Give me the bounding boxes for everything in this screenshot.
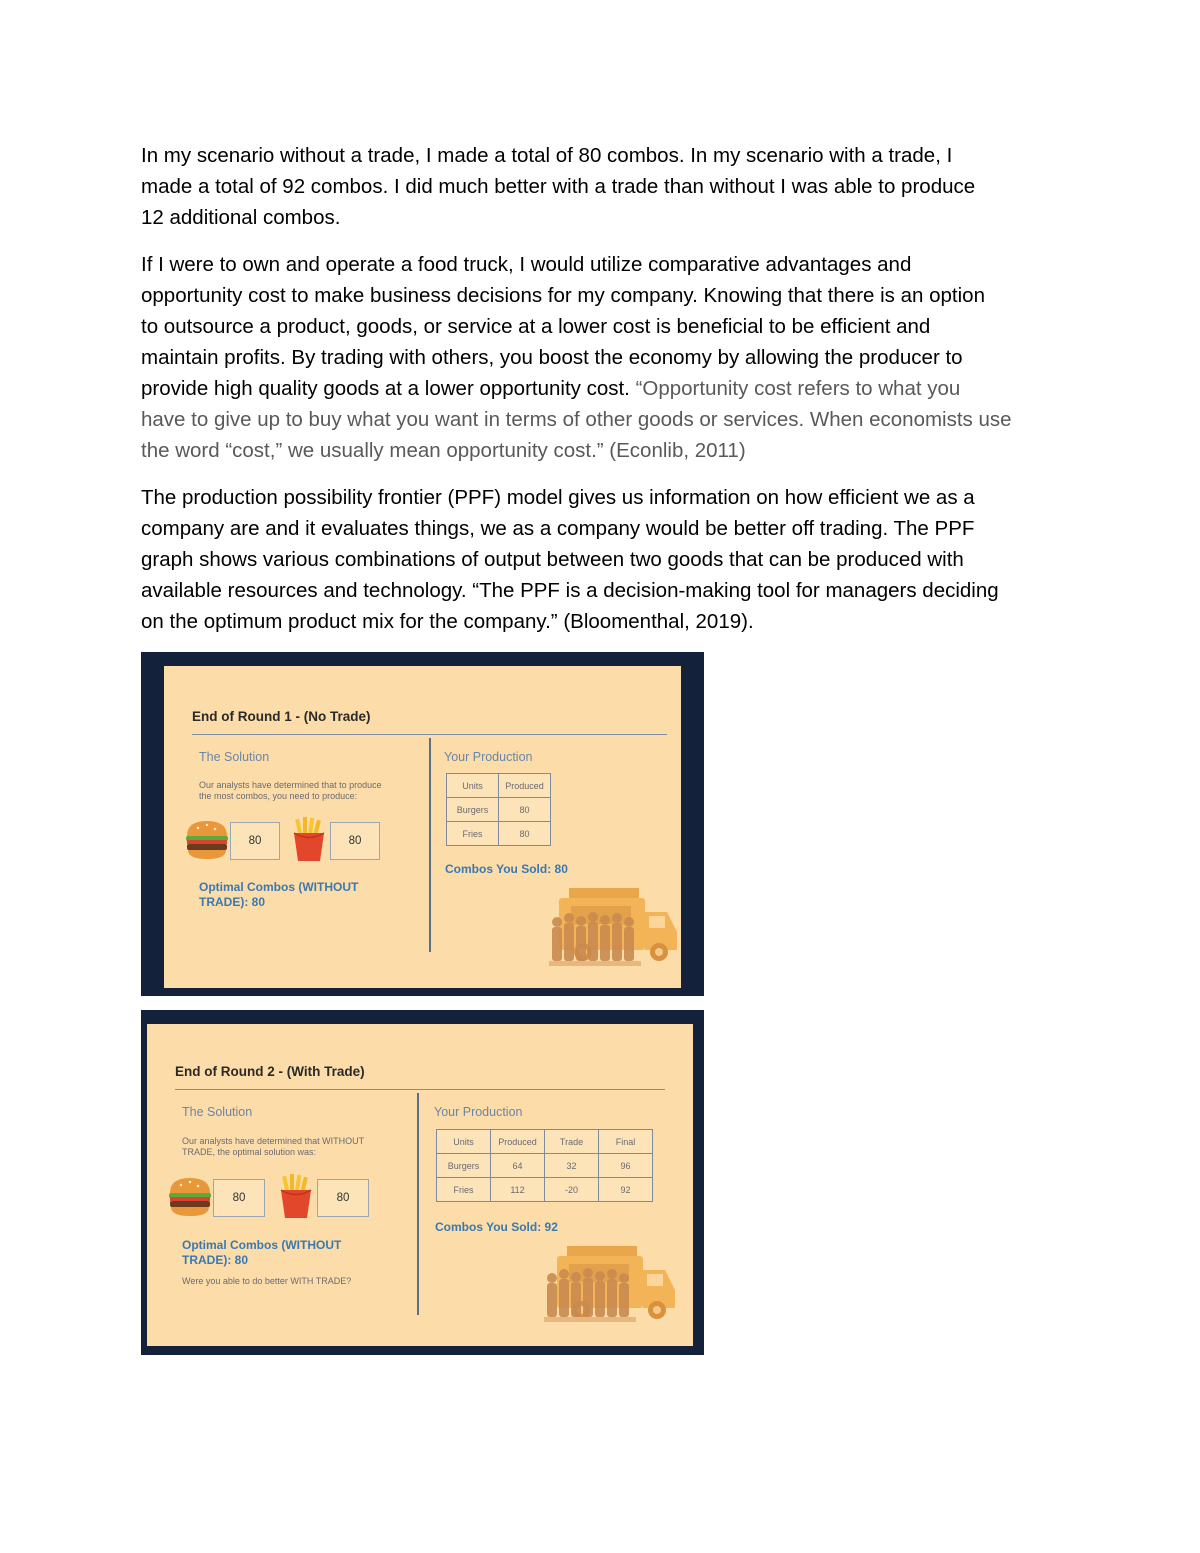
table-row — [447, 798, 551, 822]
divider — [192, 734, 667, 735]
table-row — [437, 1154, 653, 1178]
text-line: The production possibility frontier (PPF) model gives us information on how efficient we as a — [141, 486, 975, 509]
burger-value: 80 — [230, 822, 280, 860]
table-header: Produced — [499, 774, 551, 798]
text-line: Optimal Combos (WITHOUT — [199, 880, 359, 894]
citation: (Econlib, 2011) — [603, 439, 746, 462]
combos-sold: Combos You Sold: 92 — [435, 1220, 558, 1234]
table-header: Produced — [491, 1130, 545, 1154]
round2-title: End of Round 2 - (With Trade) — [175, 1064, 365, 1079]
table-header: Units — [437, 1130, 491, 1154]
table-row — [447, 822, 551, 846]
table-cell: -20 — [545, 1178, 599, 1202]
round1-screenshot — [141, 652, 704, 996]
table-header: Final — [599, 1130, 653, 1154]
text-line: Our analysts have determined that WITHOUT — [182, 1136, 365, 1146]
fries-value: 80 — [330, 822, 380, 860]
text-line: TRADE): 80 — [199, 895, 266, 909]
solution-heading: The Solution — [182, 1105, 253, 1119]
table-cell: 112 — [491, 1178, 545, 1202]
table-cell: Burgers — [437, 1154, 491, 1178]
table-cell: Fries — [437, 1178, 491, 1202]
trade-question: Were you able to do better WITH TRADE? — [182, 1276, 352, 1286]
table-header-row — [447, 774, 551, 798]
text-line: TRADE, the optimal solution was: — [182, 1147, 317, 1157]
production-heading: Your Production — [434, 1105, 523, 1119]
text-line: company are and it evaluates things, we as a company would be better off trading. The PPF — [141, 517, 975, 540]
table-cell: 80 — [499, 822, 551, 846]
burger-icon — [184, 819, 230, 861]
text-line: to outsource a product, goods, or service at a lower cost is beneficial to be efficient and — [141, 315, 931, 338]
table-cell: 32 — [545, 1154, 599, 1178]
text-line: 12 additional combos. — [141, 206, 341, 229]
fries-value: 80 — [317, 1179, 369, 1217]
text-line: made a total of 92 combos. I did much better with a trade than without I was able to produce — [141, 175, 976, 198]
text-line: available resources and technology. “The PPF is a decision-making tool for managers deciding — [141, 579, 999, 602]
text-line: opportunity cost to make business decisions for my company. Knowing that there is an option — [141, 284, 985, 307]
production-table — [446, 773, 551, 846]
text-line: TRADE): 80 — [182, 1253, 249, 1267]
solution-heading: The Solution — [199, 750, 270, 764]
fries-icon — [288, 816, 330, 862]
text-line: on the optimum product mix for the company.” (Bloomenthal, 2019). — [141, 610, 754, 633]
solution-text — [199, 780, 382, 802]
table-header: Units — [447, 774, 499, 798]
quote-text: the word “cost,” we usually mean opportunity cost.” — [141, 439, 604, 462]
divider — [417, 1093, 419, 1315]
text-line: provide high quality goods at a lower opportunity cost. — [141, 377, 636, 400]
table-cell: Burgers — [447, 798, 499, 822]
combos-sold: Combos You Sold: 80 — [445, 862, 568, 876]
text-line: Our analysts have determined that to produce — [199, 780, 382, 790]
table-cell: 80 — [499, 798, 551, 822]
divider — [175, 1089, 665, 1090]
crowd-icon — [544, 1264, 636, 1326]
text-line: Optimal Combos (WITHOUT — [182, 1238, 342, 1252]
quote-text: have to give up to buy what you want in terms of other goods or services. When economists use — [141, 408, 1012, 431]
table-cell: Fries — [447, 822, 499, 846]
solution-text — [182, 1136, 364, 1158]
optimal-combos — [199, 880, 358, 910]
table-row — [437, 1178, 653, 1202]
table-header: Trade — [545, 1130, 599, 1154]
round2-slide — [147, 1024, 693, 1346]
text-line: If I were to own and operate a food truck, I would utilize comparative advantages and — [141, 253, 912, 276]
production-table — [436, 1129, 653, 1202]
round2-screenshot — [141, 1010, 704, 1355]
paragraph-food-truck — [141, 249, 1071, 466]
paragraph-ppf — [141, 482, 1071, 637]
fries-icon — [275, 1173, 317, 1219]
table-header-row — [437, 1130, 653, 1154]
optimal-combos — [182, 1238, 341, 1268]
text-line: In my scenario without a trade, I made a total of 80 combos. In my scenario with a trade, I — [141, 144, 953, 167]
table-cell: 64 — [491, 1154, 545, 1178]
table-cell: 96 — [599, 1154, 653, 1178]
text-line: graph shows various combinations of output between two goods that can be produced with — [141, 548, 964, 571]
table-cell: 92 — [599, 1178, 653, 1202]
burger-icon — [167, 1176, 213, 1218]
divider — [429, 738, 431, 952]
production-heading: Your Production — [444, 750, 533, 764]
text-line: maintain profits. By trading with others, you boost the economy by allowing the producer to — [141, 346, 963, 369]
text-line: the most combos, you need to produce: — [199, 791, 358, 801]
round1-title: End of Round 1 - (No Trade) — [192, 709, 371, 724]
paragraph-trade-results — [141, 140, 1071, 233]
crowd-icon — [549, 908, 641, 970]
quote-text: “Opportunity cost refers to what you — [635, 377, 961, 400]
burger-value: 80 — [213, 1179, 265, 1217]
round1-slide — [164, 666, 681, 988]
